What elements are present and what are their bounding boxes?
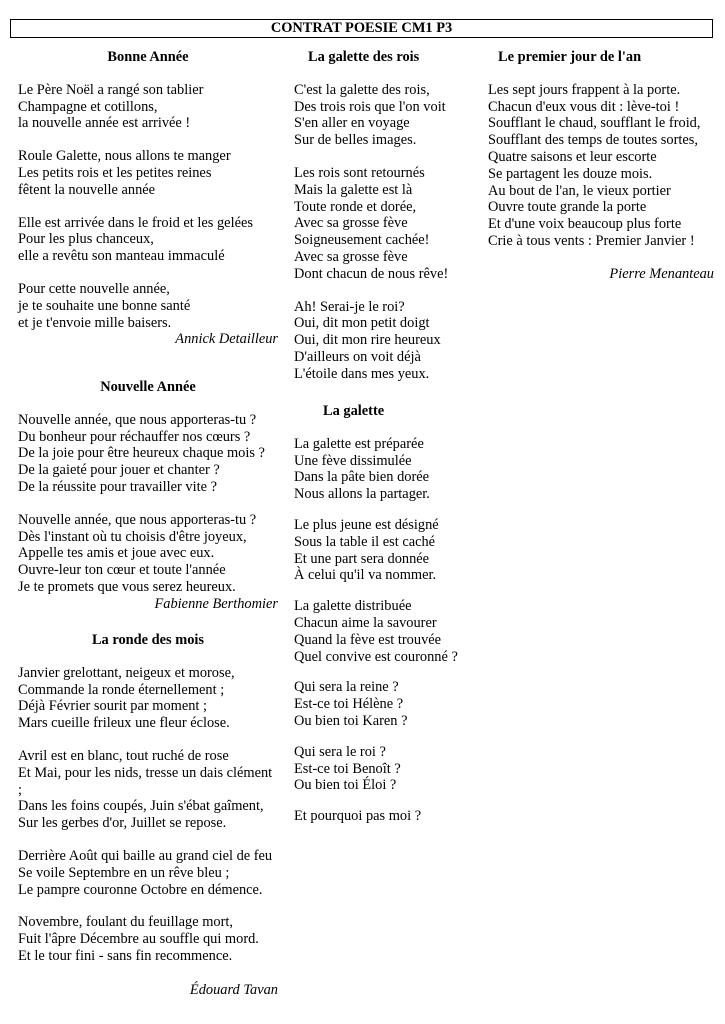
- verse-line: Janvier grelottant, neigeux et morose,: [18, 664, 235, 681]
- verse-line: Sur les gerbes d'or, Juillet se repose.: [18, 815, 227, 832]
- stanza: [294, 517, 484, 584]
- verse-line: Une fève dissimulée: [294, 452, 412, 469]
- stanza: [294, 165, 484, 283]
- verse-line: Pour cette nouvelle année,: [18, 280, 170, 297]
- verse-line: Roule Galette, nous allons te manger: [18, 148, 231, 165]
- stanza: [18, 848, 278, 898]
- stanza: [294, 299, 484, 383]
- verse-line: Quatre saisons et leur escorte: [488, 148, 657, 165]
- stanza: [18, 281, 278, 331]
- poem-title: Nouvelle Année: [100, 379, 196, 395]
- verse-line: Commande la ronde éternellement ;: [18, 681, 225, 698]
- verse-line: Et le tour fini - sans fin recommence.: [18, 947, 233, 964]
- stanza: [18, 512, 278, 596]
- verse-line: D'ailleurs on voit déjà: [294, 348, 421, 365]
- verse-line: Sur de belles images.: [294, 132, 417, 149]
- verse-line: Champagne et cotillons,: [18, 98, 158, 115]
- verse-line: fêtent la nouvelle année: [18, 181, 156, 198]
- verse-line: C'est la galette des rois,: [294, 81, 430, 98]
- stanza: [294, 598, 484, 665]
- poem-title: La galette des rois: [308, 49, 420, 65]
- verse-line: je te souhaite une bonne santé: [18, 297, 191, 314]
- verse-line: Dans la pâte bien dorée: [294, 469, 430, 486]
- poem-author: Annick Detailleur: [175, 331, 278, 348]
- verse-line: L'étoile dans mes yeux.: [294, 365, 430, 382]
- verse-line: Ah! Serai-je le roi?: [294, 298, 405, 315]
- poem-galette-des-rois: [294, 49, 484, 383]
- verse-line: la nouvelle année est arrivée !: [18, 115, 191, 132]
- verse-line: Déjà Février sourit par moment ;: [18, 698, 208, 715]
- verse-line: La galette est préparée: [294, 435, 424, 452]
- verse-line: Dès l'instant où tu choisis d'être joyeux,: [18, 528, 247, 545]
- verse-line: Le plus jeune est désigné: [294, 516, 439, 533]
- verse-line: Se voile Septembre en un rêve bleu ;: [18, 864, 230, 881]
- stanza: [294, 679, 484, 729]
- verse-line: Dont chacun de nous rêve!: [294, 265, 449, 282]
- verse-line: Nouvelle année, que nous apporteras-tu ?: [18, 511, 257, 528]
- stanza: [18, 412, 278, 496]
- stanza: [294, 744, 484, 794]
- verse-line: Des trois rois que l'on voit: [294, 98, 446, 115]
- page-title: CONTRAT POESIE CM1 P3: [10, 19, 713, 38]
- verse-line: Se partagent les douze mois.: [488, 165, 653, 182]
- poem-author: Édouard Tavan: [189, 981, 278, 998]
- stanza: [18, 914, 278, 964]
- verse-line: ;: [18, 781, 22, 798]
- stanza: [294, 82, 484, 149]
- verse-line: Soufflant le chaud, soufflant le froid,: [488, 115, 701, 132]
- verse-line: Et pourquoi pas moi ?: [294, 808, 422, 825]
- verse-line: Avec sa grosse fève: [294, 248, 408, 265]
- poem-nouvelle-annee: [18, 379, 278, 613]
- verse-line: Qui sera le roi ?: [294, 743, 386, 760]
- poem-premier-jour-de-l-an: [488, 49, 714, 283]
- poem-title: La galette: [323, 403, 385, 419]
- stanza: [18, 748, 278, 832]
- verse-line: S'en aller en voyage: [294, 115, 410, 132]
- verse-line: Ou bien toi Karen ?: [294, 712, 408, 729]
- stanza: [294, 436, 484, 503]
- verse-line: Avec sa grosse fève: [294, 215, 408, 232]
- verse-line: Au bout de l'an, le vieux portier: [488, 182, 671, 199]
- stanza: [488, 82, 714, 250]
- verse-line: Fuit l'âpre Décembre au souffle qui mord.: [18, 931, 259, 948]
- verse-line: Ouvre-leur ton cœur et toute l'année: [18, 562, 226, 579]
- verse-line: Novembre, foulant du feuillage mort,: [18, 914, 233, 931]
- verse-line: Le pampre couronne Octobre en démence.: [18, 881, 263, 898]
- verse-line: Chacun aime la savourer: [294, 614, 437, 631]
- verse-line: Mars cueille frileux une fleur éclose.: [18, 715, 230, 732]
- verse-line: elle a revêtu son manteau immaculé: [18, 248, 225, 265]
- verse-line: Ou bien toi Éloi ?: [294, 777, 397, 794]
- verse-line: Quel convive est couronné ?: [294, 648, 458, 665]
- verse-line: Du bonheur pour réchauffer nos cœurs ?: [18, 428, 251, 445]
- verse-line: Nous allons la partager.: [294, 486, 430, 503]
- verse-line: Soigneusement cachée!: [294, 232, 430, 249]
- verse-line: Soufflant des temps de toutes sortes,: [488, 132, 698, 149]
- poem-ronde-des-mois: [18, 632, 278, 999]
- verse-line: Nouvelle année, que nous apporteras-tu ?: [18, 411, 257, 428]
- stanza: [18, 215, 278, 265]
- verse-line: et je t'envoie mille baisers.: [18, 314, 172, 331]
- poem-la-galette: [294, 403, 484, 825]
- stanza: [18, 82, 278, 132]
- poem-bonne-annee: [18, 49, 278, 348]
- verse-line: Sous la table il est caché: [294, 533, 436, 550]
- poem-author: Fabienne Berthomier: [154, 595, 278, 612]
- verse-line: Et une part sera donnée: [294, 550, 430, 567]
- verse-line: Toute ronde et dorée,: [294, 198, 417, 215]
- verse-line: De la réussite pour travailler vite ?: [18, 478, 217, 495]
- verse-line: Appelle tes amis et joue avec eux.: [18, 545, 215, 562]
- stanza: [18, 665, 278, 732]
- verse-line: Pour les plus chanceux,: [18, 231, 154, 248]
- verse-line: Les sept jours frappent à la porte.: [488, 81, 681, 98]
- verse-line: Derrière Août qui baille au grand ciel de feu: [18, 847, 273, 864]
- verse-line: Chacun d'eux vous dit : lève-toi !: [488, 98, 680, 115]
- verse-line: Dans les foins coupés, Juin s'ébat gaîment,: [18, 798, 264, 815]
- verse-line: Est-ce toi Hélène ?: [294, 696, 404, 713]
- verse-line: Je te promets que vous serez heureux.: [18, 578, 236, 595]
- verse-line: Le Père Noël a rangé son tablier: [18, 81, 204, 98]
- verse-line: Crie à tous vents : Premier Janvier !: [488, 232, 695, 249]
- poem-title: La ronde des mois: [91, 632, 205, 648]
- verse-line: De la gaieté pour jouer et chanter ?: [18, 462, 220, 479]
- verse-line: Et Mai, pour les nids, tresse un dais clément: [18, 764, 273, 781]
- verse-line: Est-ce toi Benoît ?: [294, 760, 401, 777]
- verse-line: Quand la fève est trouvée: [294, 631, 442, 648]
- verse-line: À celui qu'il va nommer.: [294, 567, 437, 584]
- verse-line: Et d'une voix beaucoup plus forte: [488, 216, 682, 233]
- verse-line: Avril est en blanc, tout ruché de rose: [18, 747, 229, 764]
- verse-line: Qui sera la reine ?: [294, 679, 399, 696]
- verse-line: Oui, dit mon petit doigt: [294, 315, 430, 332]
- verse-line: Oui, dit mon rire heureux: [294, 332, 441, 349]
- verse-line: Ouvre toute grande la porte: [488, 199, 647, 216]
- verse-line: Mais la galette est là: [294, 181, 413, 198]
- poem-title: Le premier jour de l'an: [498, 49, 642, 65]
- verse-line: De la joie pour être heureux chaque mois ?: [18, 445, 265, 462]
- verse-line: La galette distribuée: [294, 598, 412, 615]
- verse-line: Elle est arrivée dans le froid et les gelées: [18, 214, 253, 231]
- stanza: [294, 808, 484, 825]
- verse-line: Les rois sont retournés: [294, 164, 425, 181]
- verse-line: Les petits rois et les petites reines: [18, 164, 212, 181]
- poem-author: Pierre Menanteau: [609, 265, 714, 282]
- stanza: [18, 148, 278, 198]
- poem-title: Bonne Année: [107, 49, 189, 65]
